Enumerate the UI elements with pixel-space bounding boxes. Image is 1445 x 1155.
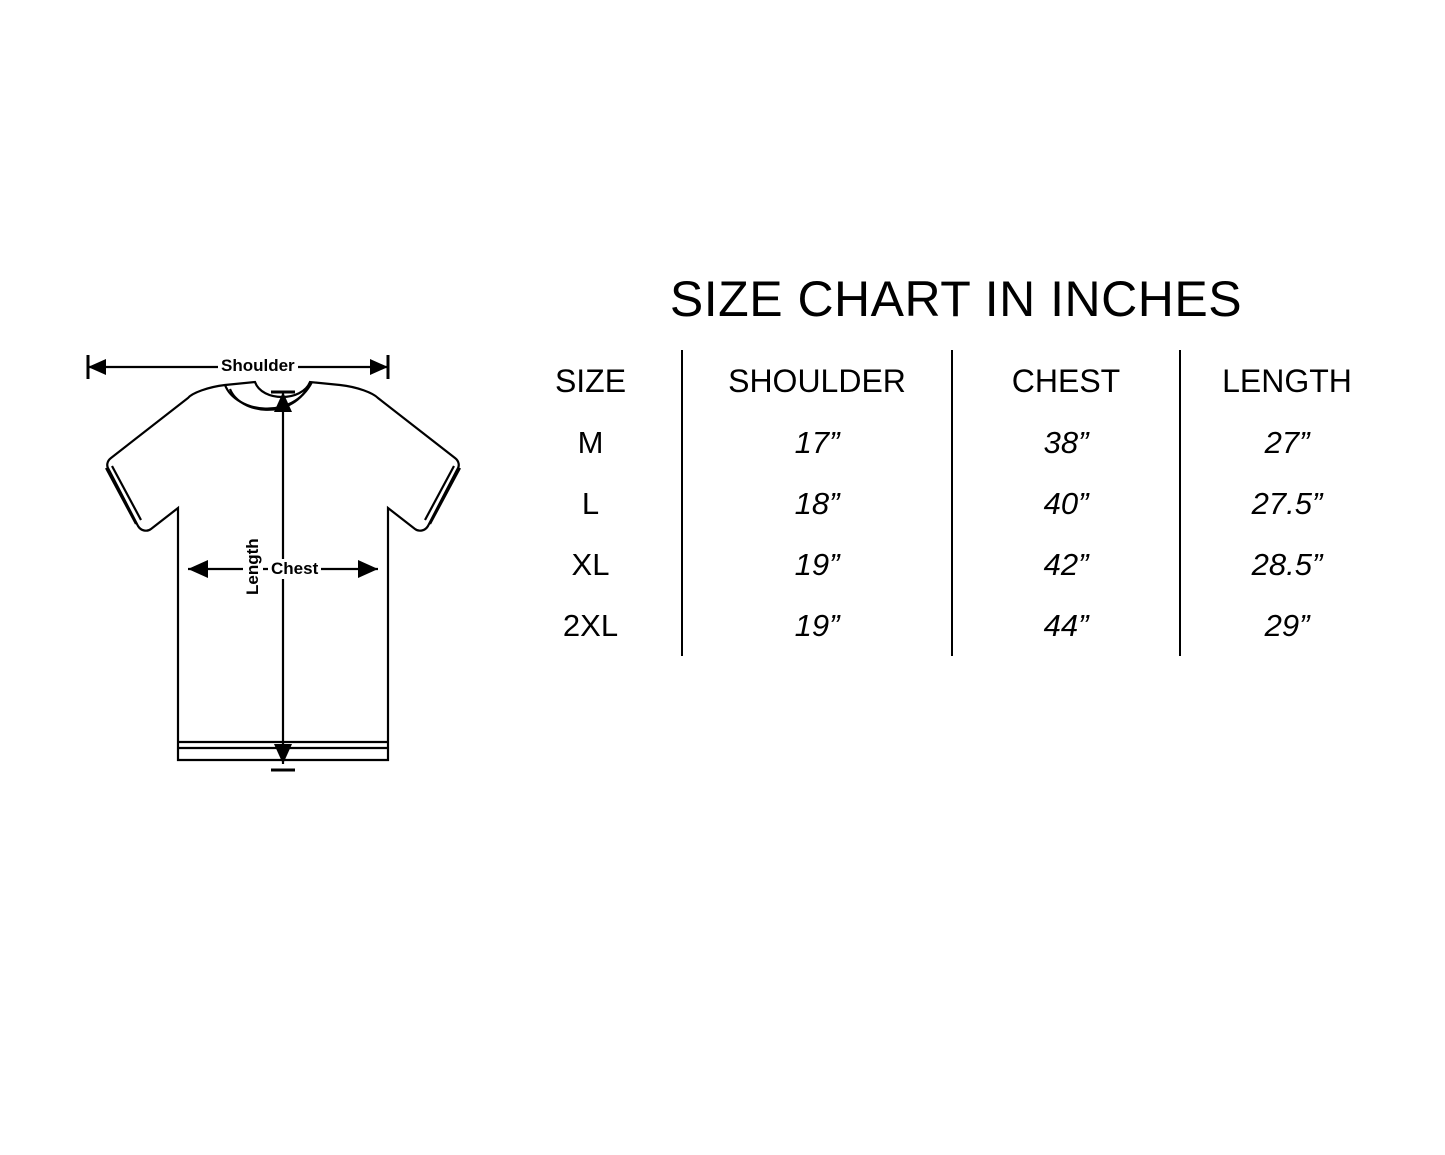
shoulder-dimension-label: Shoulder (218, 356, 298, 376)
size-table-wrapper (500, 350, 1410, 717)
cell-length: 27.5” (1180, 473, 1393, 534)
table-row (500, 534, 1393, 595)
cell-shoulder: 19” (682, 534, 952, 595)
column-header-length: LENGTH (1180, 350, 1393, 412)
cell-length: 27” (1180, 412, 1393, 473)
table-row-empty (500, 656, 1393, 717)
chest-dimension-label: Chest (268, 559, 321, 579)
cell-empty (682, 656, 952, 717)
cell-size: 2XL (562, 607, 619, 643)
cell-length: 28.5” (1180, 534, 1393, 595)
cell-chest: 42” (952, 534, 1180, 595)
cell-empty (500, 656, 682, 717)
cell-length: 29” (1180, 595, 1393, 656)
cell-empty (952, 656, 1180, 717)
cell-empty (1180, 656, 1393, 717)
cell-shoulder: 17” (682, 412, 952, 473)
column-header-chest: CHEST (952, 350, 1180, 412)
table-row (500, 595, 1393, 656)
table-header (500, 350, 1393, 412)
cell-size: M (577, 424, 604, 460)
table-row (500, 412, 1393, 473)
cell-chest: 38” (952, 412, 1180, 473)
column-header-size: SIZE (554, 362, 627, 399)
table-row (500, 473, 1393, 534)
table-header-row (500, 350, 1393, 412)
table-body (500, 412, 1393, 717)
cell-chest: 40” (952, 473, 1180, 534)
size-chart-table (500, 350, 1393, 717)
length-dimension-label: Length (243, 535, 263, 598)
chart-title: SIZE CHART IN INCHES (669, 271, 1243, 327)
cell-chest: 44” (952, 595, 1180, 656)
cell-size: XL (571, 546, 610, 582)
cell-size: L (581, 485, 600, 521)
size-chart-panel (500, 270, 1410, 717)
cell-shoulder: 18” (682, 473, 952, 534)
tshirt-outline-icon (40, 330, 500, 830)
cell-shoulder: 19” (682, 595, 952, 656)
column-header-shoulder: SHOULDER (682, 350, 952, 412)
measurement-diagram (40, 330, 500, 830)
